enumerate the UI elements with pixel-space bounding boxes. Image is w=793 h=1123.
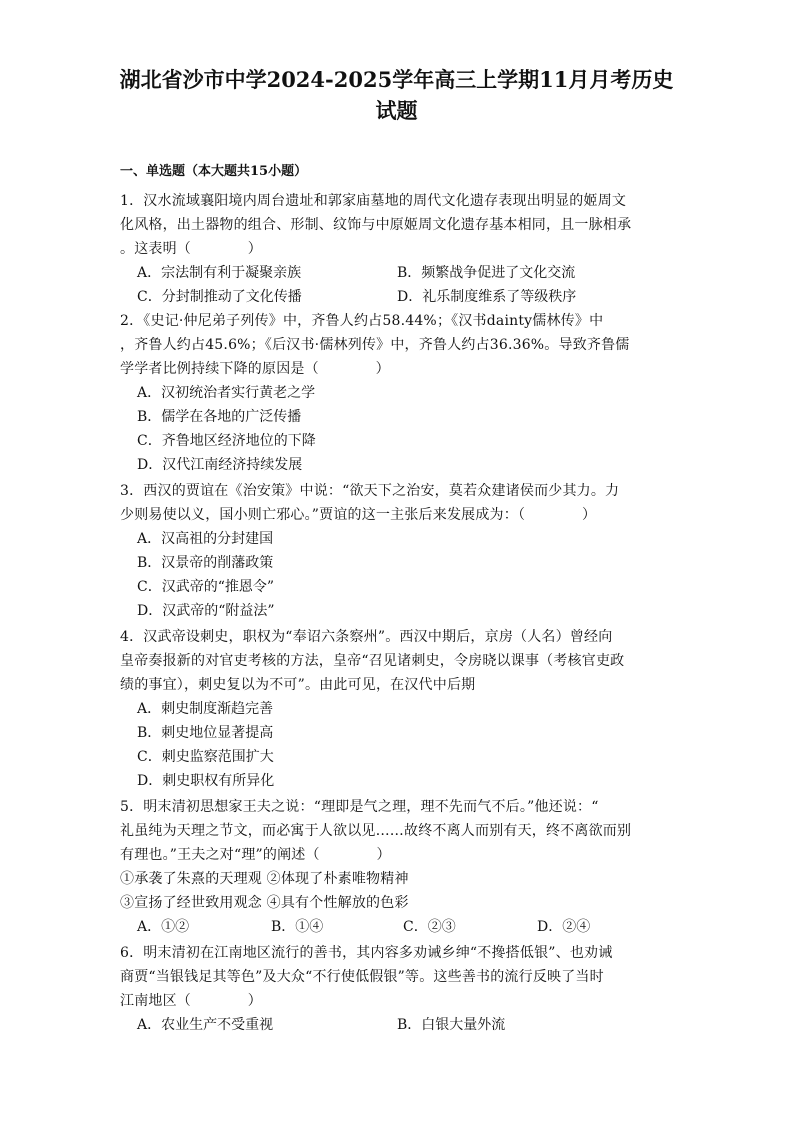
document-title-line-2: 试题 <box>375 98 418 123</box>
question-5-option-c[interactable]: C．②③ <box>403 919 456 935</box>
document-title-line-1: 湖北省沙市中学2024-2025学年高三上学期11月月考历史 <box>119 67 674 92</box>
question-2-option-b[interactable]: B．儒学在各地的广泛传播 <box>137 409 302 425</box>
question-3-stem-line-2: 少则易使以义，国小则亡邪心。”贾谊的这一主张后来发展成为：（ ） <box>120 507 597 523</box>
question-1-option-b[interactable]: B．频繁战争促进了文化交流 <box>397 265 576 281</box>
question-3-option-a[interactable]: A．汉高祖的分封建国 <box>137 531 274 547</box>
question-1-option-a[interactable]: A．宗法制有利于凝聚亲族 <box>137 265 302 281</box>
question-6-option-b[interactable]: B．白银大量外流 <box>397 1017 506 1033</box>
question-2-stem-line-1: 2．《史记·仲尼弟子列传》中，齐鲁人约占58.44%；《汉书dainty儒林传》中 <box>120 313 604 329</box>
question-3-option-c[interactable]: C．汉武帝的“推恩令” <box>137 579 275 595</box>
question-2-option-a[interactable]: A．汉初统治者实行黄老之学 <box>137 385 316 401</box>
question-6-stem-line-2: 商贾“当银钱足其等色”及大众“不行使低假银”等。这些善书的流行反映了当时 <box>120 969 604 985</box>
question-5-stem-line-3: 有理也。”王夫之对“理”的阐述（ ） <box>120 847 391 863</box>
question-6-stem-line-1: 6．明末清初在江南地区流行的善书，其内容多劝诫乡绅“不搀搭低银”、也劝诫 <box>120 945 613 961</box>
question-1-option-d[interactable]: D．礼乐制度维系了等级秩序 <box>397 289 577 305</box>
question-4-stem-line-1: 4．汉武帝设刺史，职权为“奉诏六条察州”。西汉中期后，京房（人名）曾经向 <box>120 629 613 645</box>
question-1-stem-line-3: 。这表明（ ） <box>120 241 262 257</box>
question-1-stem-line-1: 1．汉水流域襄阳境内周台遗址和郭家庙墓地的周代文化遗存表现出明显的姬周文 <box>120 193 627 209</box>
question-4-stem-line-3: 绩的事宜），刺史复以为不可”。由此可见，在汉代中后期 <box>120 677 476 693</box>
question-5-stem-line-1: 5．明末清初思想家王夫之说：“理即是气之理，理不先而气不后。”他还说：“ <box>120 799 599 815</box>
question-5-stem-line-2: 礼虽纯为天理之节文，而必寓于人欲以见……故终不离人而别有天，终不离欲而别 <box>120 823 632 839</box>
question-4-option-b[interactable]: B．刺史地位显著提高 <box>137 725 274 741</box>
question-5-statement-line-2: ③宣扬了经世致用观念 ④具有个性解放的色彩 <box>120 895 409 911</box>
question-1-stem-line-2: 化风格，出土器物的组合、形制、纹饰与中原姬周文化遗存基本相同，且一脉相承 <box>120 217 632 233</box>
question-2-stem-line-3: 学学者比例持续下降的原因是（ ） <box>120 361 390 377</box>
question-2-option-c[interactable]: C．齐鲁地区经济地位的下降 <box>137 433 316 449</box>
question-3-stem-line-1: 3．西汉的贾谊在《治安策》中说：“欲天下之治安，莫若众建诸侯而少其力。力 <box>120 483 620 499</box>
question-4-stem-line-2: 皇帝奏报新的对官吏考核的方法，皇帝“召见诸刺史，令房晓以课事（考核官吏政 <box>120 653 625 669</box>
question-4-option-c[interactable]: C．刺史监察范围扩大 <box>137 749 274 765</box>
question-5-option-a[interactable]: A．①② <box>137 919 190 935</box>
question-5-option-d[interactable]: D．②④ <box>537 919 591 935</box>
question-2-stem-line-2: ，齐鲁人约占45.6%；《后汉书·儒林列传》中，齐鲁人约占36.36%。导致齐鲁儒 <box>120 337 630 353</box>
question-5-option-b[interactable]: B．①④ <box>271 919 324 935</box>
question-1-option-c[interactable]: C．分封制推动了文化传播 <box>137 289 302 305</box>
question-4-option-d[interactable]: D．刺史职权有所异化 <box>137 773 275 789</box>
question-6-stem-line-3: 江南地区（ ） <box>120 993 262 1009</box>
question-2-option-d[interactable]: D．汉代江南经济持续发展 <box>137 457 303 473</box>
question-4-option-a[interactable]: A．刺史制度渐趋完善 <box>137 701 274 717</box>
question-3-option-d[interactable]: D．汉武帝的“附益法” <box>137 603 275 619</box>
question-3-option-b[interactable]: B．汉景帝的削藩政策 <box>137 555 274 571</box>
question-6-option-a[interactable]: A．农业生产不受重视 <box>137 1017 274 1033</box>
question-5-statement-line-1: ①承袭了朱熹的天理观 ②体现了朴素唯物精神 <box>120 871 409 887</box>
section-heading: 一、单选题（本大题共15小题） <box>120 164 308 179</box>
